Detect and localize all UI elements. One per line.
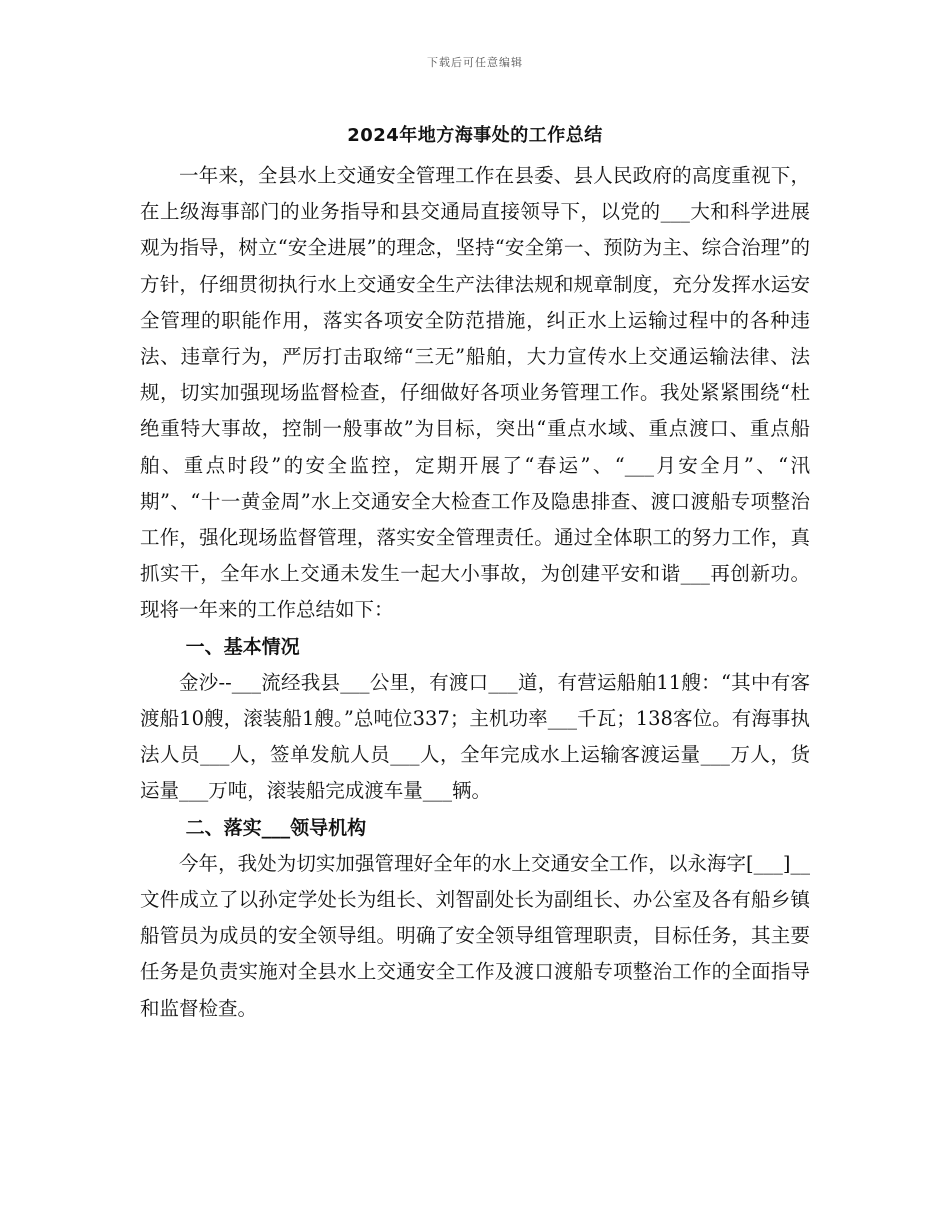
document-title: 2024年地方海事处的工作总结 [347,125,603,146]
leadership-paragraph: 今年，我处为切实加强管理好全年的水上交通安全工作，以永海字[___]__文件成立了以孙定学处长为组长、刘智副处长为副组长、办公室及各有船乡镇船管员为成员的安全领导组。明确了安全领导组管理职责，目标任务，其主要任务是负责实施对全县水上交通安全工作及渡口渡船专项整治工作的全面指导和监督检查。 [140,851,810,1020]
document-page [140,118,810,1027]
header-note: 下载后可任意编辑 [427,56,523,69]
section-heading-basic-info: 一、基本情况 [185,635,300,658]
basic-info-paragraph: 金沙--___流经我县___公里，有渡口___道，有营运船舶11艘：“其中有客渡船10艘，滚装船1艘。”总吨位337；主机功率___千瓦；138客位。有海事执法人员___人，签单发航人员___人，全年完成水上运输客渡运量___万人，货运量___万吨，滚装船完成渡车量___辆。 [140,670,810,803]
intro-paragraph: 一年来，全县水上交通安全管理工作在县委、县人民政府的高度重视下，在上级海事部门的业务指导和县交通局直接领导下，以党的___大和科学进展观为指导，树立“安全进展”的理念，坚持“安全第一、预防为主、综合治理”的方针，仔细贯彻执行水上交通安全生产法律法规和规章制度，充分发挥水运安全管理的职能作用，落实各项安全防范措施，纠正水上运输过程中的各种违法、违章行为，严厉打击取缔“三无”船舶，大力宣传水上交通运输法律、法规，切实加强现场监督检查，仔细做好各项业务管理工作。我处紧紧围绕“杜绝重特大事故，控制一般事故”为目标，突出“重点水域、重点渡口、重点船舶、重点时段”的安全监控，定期开展了“春运”、“___月安全月”、“汛期”、“十一黄金周”水上交通安全大检查工作及隐患排查、渡口渡船专项整治工作，强化现场监督管理，落实安全管理责任。通过全体职工的努力工作，真抓实干，全年水上交通未发生一起大小事故，为创建平安和谐___再创新功。现将一年来的工作总结如下： [140,164,810,622]
section-heading-leadership: 二、落实___领导机构 [185,816,367,839]
